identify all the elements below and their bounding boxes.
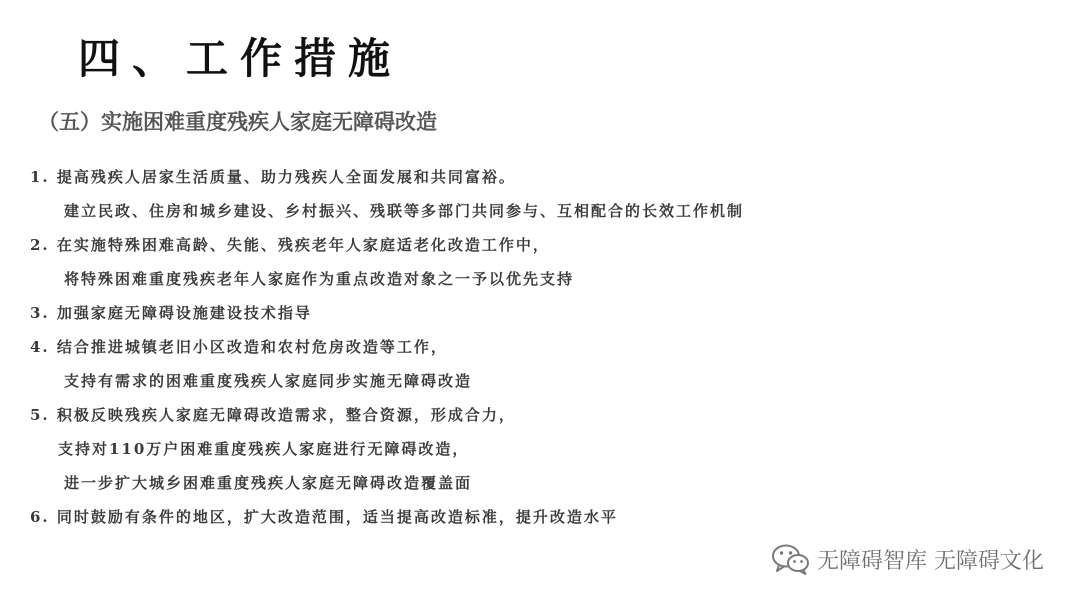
watermark-text: 无障碍智库 无障碍文化 — [817, 548, 1044, 574]
list-item — [30, 364, 990, 398]
section-title: （五）实施困难重度残疾人家庭无障碍改造 — [38, 110, 437, 134]
list-item — [30, 194, 990, 228]
list-item — [30, 228, 990, 262]
list-item — [30, 262, 990, 296]
item-text: 进一步扩大城乡困难重度残疾人家庭无障碍改造覆盖面 — [64, 474, 473, 492]
item-number: 1. — [30, 168, 50, 186]
item-text: 结合推进城镇老旧小区改造和农村危房改造等工作， — [56, 338, 448, 356]
item-text: 加强家庭无障碍设施建设技术指导 — [56, 304, 312, 322]
list-item — [30, 432, 990, 466]
list-item — [30, 500, 990, 534]
list-item — [30, 330, 990, 364]
item-text: 在实施特殊困难高龄、失能、残疾老年人家庭适老化改造工作中， — [56, 236, 550, 254]
item-text: 积极反映残疾人家庭无障碍改造需求，整合资源，形成合力， — [56, 406, 516, 424]
item-text: 将特殊困难重度残疾老年人家庭作为重点改造对象之一予以优先支持 — [64, 270, 575, 288]
wechat-icon — [771, 542, 811, 576]
item-number: 3. — [30, 304, 50, 322]
list-item — [30, 466, 990, 500]
measures-list — [30, 160, 990, 534]
list-item — [30, 398, 990, 432]
item-number: 2. — [30, 236, 50, 254]
item-number: 5. — [30, 406, 50, 424]
item-number: 6. — [30, 508, 50, 526]
page-title: 四、工作措施 — [78, 34, 403, 83]
list-item — [30, 296, 990, 330]
item-text: 提高残疾人居家生活质量、助力残疾人全面发展和共同富裕。 — [56, 168, 516, 186]
list-item — [30, 160, 990, 194]
item-number: 4. — [30, 338, 50, 356]
item-text: 支持对110万户困难重度残疾人家庭进行无障碍改造， — [58, 440, 470, 458]
item-text: 同时鼓励有条件的地区，扩大改造范围，适当提高改造标准，提升改造水平 — [56, 508, 618, 526]
item-text: 支持有需求的困难重度残疾人家庭同步实施无障碍改造 — [64, 372, 473, 390]
item-text: 建立民政、住房和城乡建设、乡村振兴、残联等多部门共同参与、互相配合的长效工作机制 — [64, 202, 745, 220]
watermark — [771, 542, 1044, 576]
